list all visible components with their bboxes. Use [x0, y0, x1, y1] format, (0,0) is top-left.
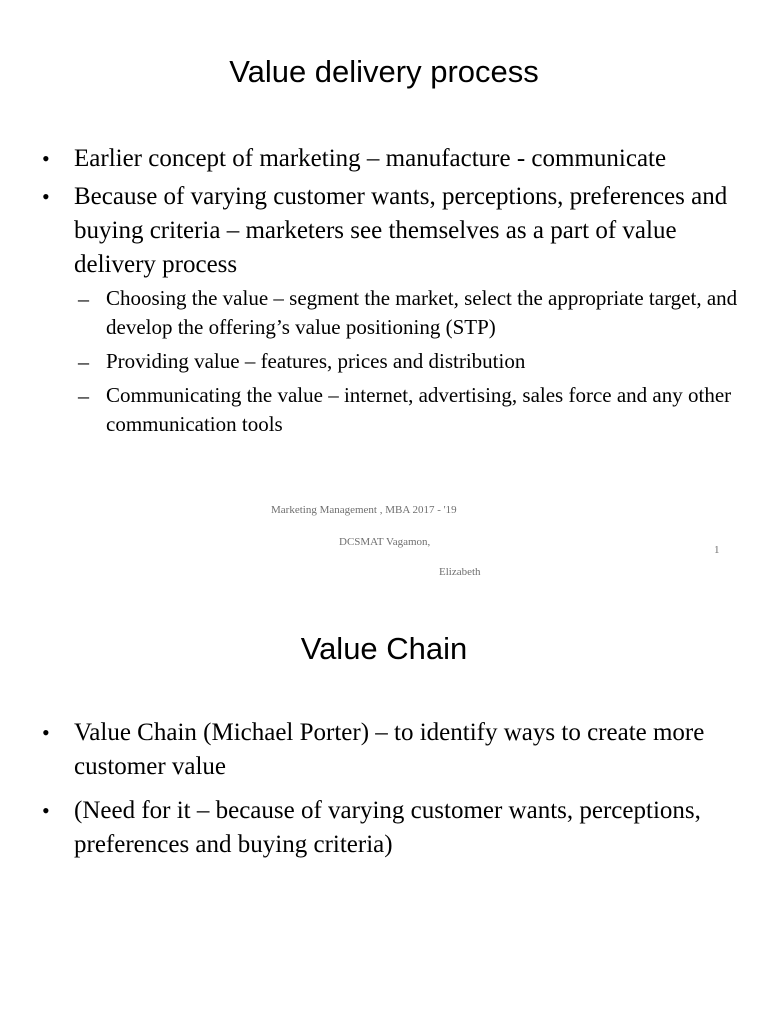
page-number: 1 — [714, 544, 720, 556]
dash-marker: – — [78, 286, 89, 311]
sub-bullet-item — [74, 347, 740, 376]
slide-title: Value delivery process — [229, 54, 539, 89]
sub-bullet-text: Providing value – features, prices and distribution — [106, 349, 526, 373]
bullet-item — [40, 716, 740, 784]
footer-author: Elizabeth — [439, 566, 481, 578]
bullet-text: Value Chain (Michael Porter) – to identify ways to create more customer value — [74, 719, 705, 780]
sub-bullet-item — [74, 284, 740, 342]
slide-value-chain — [0, 578, 768, 1024]
slide-title: Value Chain — [300, 631, 468, 666]
bullet-marker: • — [42, 146, 50, 171]
bullet-text: Earlier concept of marketing – manufacture - communicate — [74, 145, 667, 172]
bullet-item — [40, 794, 740, 862]
bullet-item — [40, 180, 740, 439]
bullet-text: Because of varying customer wants, perceptions, preferences and buying criteria – marketers see themselves as a part of value delivery process — [74, 183, 728, 278]
footer-course: Marketing Management , MBA 2017 - '19 — [271, 504, 457, 516]
bullet-list — [40, 142, 740, 444]
bullet-text: (Need for it – because of varying customer wants, perceptions, preferences and buying criteria) — [74, 797, 701, 858]
bullet-marker: • — [42, 798, 50, 823]
sub-bullet-text: Communicating the value – internet, advertising, sales force and any other communication tools — [106, 383, 732, 436]
sub-bullet-item — [74, 381, 740, 439]
dash-marker: – — [78, 383, 89, 408]
footer-place: DCSMAT Vagamon, — [339, 536, 431, 548]
bullet-item — [40, 142, 740, 176]
bullet-marker: • — [42, 720, 50, 745]
sub-bullet-list — [74, 284, 740, 439]
bullet-marker: • — [42, 184, 50, 209]
dash-marker: – — [78, 349, 89, 374]
sub-bullet-text: Choosing the value – segment the market, select the appropriate target, and develop the offering’s value positioning (STP) — [106, 286, 738, 339]
bullet-list — [40, 716, 740, 872]
